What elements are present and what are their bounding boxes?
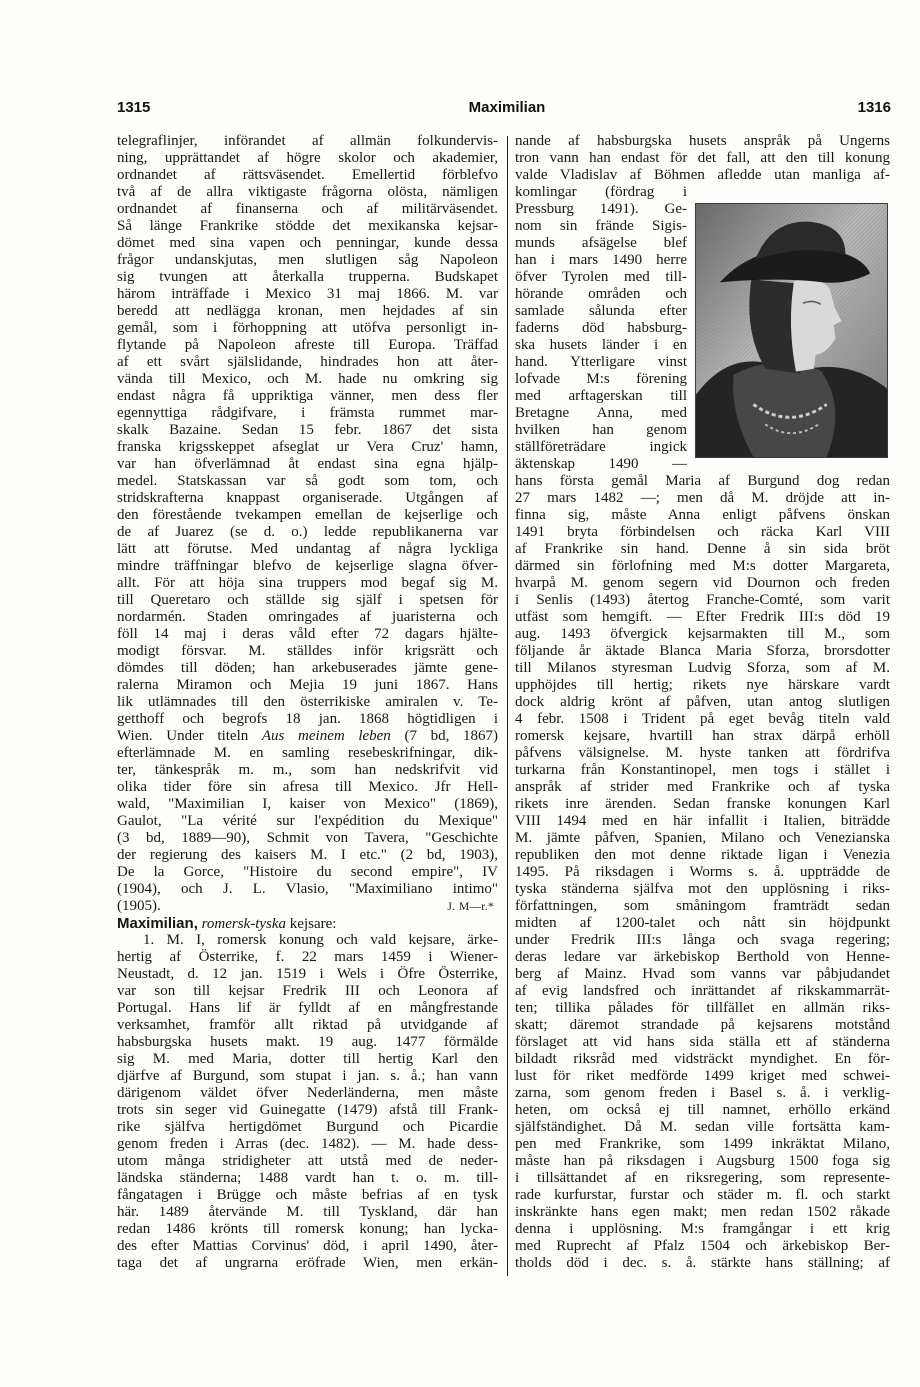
text-line: måste han på riksdagen i Augsburg 1500 foga sig (515, 1153, 890, 1169)
text-line: munds afsägelse blef (515, 235, 687, 251)
text-line: der regierung des kaisers M. I etc." (2 bd, 1903), (117, 847, 498, 863)
text-line: djärfve af Burgund, som stupat i jan. s. å.; han vann (117, 1068, 498, 1084)
running-head-title: Maximilian (468, 99, 546, 116)
text-line: endast några få uppriktiga vänner, men dess fler (117, 388, 498, 404)
text-line: han i mars 1490 herre (515, 252, 687, 268)
text-line: beredd att nedlägga kronan, men hejdades af sin (117, 303, 498, 319)
text-line: telegraflinjer, införandet af allmän folkundervis- (117, 133, 498, 149)
text-line: i tillsättandet af en riksregering, som represente- (515, 1170, 890, 1186)
italic-text: Aus meinem leben (261, 728, 391, 744)
text-line: des efter Mattias Corvinus' död, i april 1490, åter- (117, 1238, 498, 1254)
text-line: skalk Bazaine. Sedan 15 febr. 1867 det sista (117, 422, 498, 438)
right-column (515, 133, 890, 1273)
text-line: ordnandet af finanserna och af militärväsendet. (117, 201, 498, 217)
text-line: fångatagen i Brügge och måste befrias af en tysk (117, 1187, 498, 1203)
text-line: 4 febr. 1508 i Trident på eget bevåg titeln vald (515, 711, 890, 727)
text-line: till Queretaro och ställde sig själf i spetsen för (117, 592, 498, 608)
right-column-text-beside-portrait (515, 184, 687, 473)
text-line: därmed sin förlofning med M:s dotter Margareta, (515, 558, 890, 574)
text-line: gemål, som i förhoppning att utöfva personligt in- (117, 320, 498, 336)
maximilian-portrait-image (695, 203, 888, 458)
text-line: här. 1489 återvände M. till Tyskland, där han (117, 1204, 498, 1220)
text-line: utfäst som hemgift. — Efter Fredrik III:s död 19 (515, 609, 890, 625)
text-line: olika tider före sin afresa till Mexico. Jfr Hell- (117, 779, 498, 795)
text-line: vända till Mexico, och M. hade nu omkring sig (117, 371, 498, 387)
text-line: 1495. På riksdagen i Worms s. å. uppträdde de (515, 864, 890, 880)
text-line: med Ruprecht af Pfalz 1504 och ärkebiskop Ber- (515, 1238, 890, 1254)
text-line: till Milanos styresman Ludvig Sforza, som af M. (515, 660, 890, 676)
text-line: ställföreträdare ingick (515, 439, 687, 455)
text-line: under Fredrik III:s långa och svaga regering; (515, 932, 890, 948)
text-line (117, 728, 498, 745)
page-number-right: 1316 (857, 99, 891, 116)
author-signature: J. M—r.* (447, 901, 494, 913)
text-line: ländska ständerna; 1488 vardt han t. o. m. till- (117, 1170, 498, 1186)
text-segment: (7 bd, 1867) (390, 728, 498, 744)
text-line: 27 mars 1482 —; men då M. dröjde att in- (515, 490, 890, 506)
italic-text: romersk-tyska (201, 916, 287, 932)
portrait-engraving (696, 204, 887, 457)
text-line: med arftagerskan till (515, 388, 687, 404)
text-line: taga det af ungrarna eröfrade Wien, men erkän- (117, 1255, 498, 1271)
page-number-left: 1315 (117, 99, 151, 116)
text-segment: kejsare: (286, 916, 337, 932)
text-line: pen med Frankrike, som 1499 inkräktat Milano, (515, 1136, 890, 1152)
text-line: republiken den mot denne riktade ligan i Venezia (515, 847, 890, 863)
text-line: ten; tillika pålades för tillfället en allmän riks- (515, 1000, 890, 1016)
text-line: aug. 1493 öfvergick kejsarmakten till M., som (515, 626, 890, 642)
text-line: rade kurfurstar, furstar och städer m. fl. och starkt (515, 1187, 890, 1203)
text-line: i Senlis (1493) återtog Franche-Comté, som varit (515, 592, 890, 608)
text-line: getthoff och begrofs 18 jan. 1868 högtidligen i (117, 711, 498, 727)
right-column-bottom-text (515, 473, 890, 1272)
text-line: dömet med sina vapen och penningar, kunde dessa (117, 235, 498, 251)
text-line: mindre träffningar blefvo de kejserlige slagna öfver- (117, 558, 498, 574)
text-line: samlade sålunda efter (515, 303, 687, 319)
text-line: öfver Tyrolen med till- (515, 269, 687, 285)
text-line: lätt att förutse. Med undantag af några lyckliga (117, 541, 498, 557)
text-line: lik utlämnades till den österrikiske amiralen v. Te- (117, 694, 498, 710)
text-line: ralerna Miramon och Mejia 19 juni 1867. Hans (117, 677, 498, 693)
right-column-top-text (515, 133, 890, 184)
text-line: Portugal. Hans lif är fylldt af en mångfrestande (117, 1000, 498, 1016)
text-line: dock aldrig krönt af påfven, utan antog slutligen (515, 694, 890, 710)
text-line: två af de allra viktigaste frågorna olösta, nämligen (117, 184, 498, 200)
entry-heading-line (117, 915, 498, 932)
text-line: hans första gemål Maria af Burgund dog redan (515, 473, 890, 489)
text-line: författningen, som småningom framträdt sedan (515, 898, 890, 914)
text-line: Gaulot, "La vérité sur l'expédition du Mexique" (117, 813, 498, 829)
text-line: upphöjdes till hertig; rikets nye härskare vardt (515, 677, 890, 693)
text-line: påfvens välsignelse. M. hyste tanken att fördrifva (515, 745, 890, 761)
text-line: wald, "Maximilian I, kaiser von Mexico" (1869), (117, 796, 498, 812)
entry-headword: Maximilian, (117, 915, 198, 932)
text-line (117, 898, 498, 915)
text-line: 1491 bryta förbindelsen och räcka Karl VIII (515, 524, 890, 540)
text-line: turkarna från Konstantinopel, men togs i stället i (515, 762, 890, 778)
text-line: ning, upprättandet af högre skolor och akademier, (117, 150, 498, 166)
text-line: hvarpå M. genom segern vid Dournon och freden (515, 575, 890, 591)
text-line: sig tvungen att återkalla trupperna. Budskapet (117, 269, 498, 285)
text-line: hand. Ytterligare vinst (515, 354, 687, 370)
text-line: skatt; däremot strandade på kejsarens motstånd (515, 1017, 890, 1033)
text-line: tholds död i dec. s. å. stärkte hans ställning; af (515, 1255, 890, 1271)
text-line: följande år äktade Blanca Maria Sforza, brorsdotter (515, 643, 890, 659)
text-line: trots sin seger vid Guinegatte (1479) afstå till Frank- (117, 1102, 498, 1118)
text-line: tyska ständerna själfva mot den upplösning i riks- (515, 881, 890, 897)
text-line: 1. M. I, romersk konung och vald kejsare, ärke- (143, 932, 498, 948)
text-line: faderns död habsburg- (515, 320, 687, 336)
text-line: De la Gorce, "Histoire du second empire", IV (117, 864, 498, 880)
text-line: äktenskap 1490 — (515, 456, 687, 472)
text-line: efterlämnade M. en samling resebeskrifningar, dik- (117, 745, 498, 761)
text-segment: Wien. Under titeln (117, 728, 262, 744)
text-line: valde Vladislav af Böhmen afledde utan manliga af- (515, 167, 890, 183)
text-line: anspråk af strider med Frankrike och af tyska (515, 779, 890, 795)
text-line: modigt försvar. M. ställdes inför krigsrätt och (117, 643, 498, 659)
text-line: deras ledare var ärkebiskop Berthold von Henne- (515, 949, 890, 965)
text-line: var han öfverlämnad åt endast sina egna hjälp- (117, 456, 498, 472)
text-line: midten af 1200-talet och nått sin höjdpunkt (515, 915, 890, 931)
text-line: denna i upplösning. M:s framgångar i ett krig (515, 1221, 890, 1237)
text-line: (1904), och J. L. Vlasio, "Maximiliano intimo" (117, 881, 498, 897)
text-line: hertig af Österrike, f. 22 mars 1459 i Wiener- (117, 949, 498, 965)
text-line: nom sin frände Sigis- (515, 218, 687, 234)
text-line: Bretagne Anna, med (515, 405, 687, 421)
text-line: Pressburg 1491). Ge- (515, 201, 687, 217)
text-segment: (1905). (117, 898, 161, 914)
text-line: frågor undanskjutas, men slutligen såg Napoleon (117, 252, 498, 268)
text-line: ordnandet af rättsväsendet. Emellertid förblefvo (117, 167, 498, 183)
text-line: af ett svårt själslidande, hindrades hon att åter- (117, 354, 498, 370)
text-line: härom inträffade i Mexico 31 maj 1866. M. var (117, 286, 498, 302)
text-line: bildadt riksråd med vidsträckt myndighet. En för- (515, 1051, 890, 1067)
text-line: finna sig, måste Anna enligt påfvens önskan (515, 507, 890, 523)
text-line: rikets inre ärenden. Sedan franske konungen Karl (515, 796, 890, 812)
text-line: Neustadt, d. 12 jan. 1519 i Wels i Öfre Österrike, (117, 966, 498, 982)
text-line: Så länge Frankrike stödde det mexikanska kejsar- (117, 218, 498, 234)
text-line: flytande på Napoleon afreste till Europa. Träffad (117, 337, 498, 353)
text-line: hörande områden och (515, 286, 687, 302)
text-line: komlingar (fördrag i (515, 184, 687, 200)
text-line: sig M. med Maria, dotter till hertig Karl den (117, 1051, 498, 1067)
text-line: inskränkte hans egen makt; men redan 1502 råkade (515, 1204, 890, 1220)
text-line: var son till kejsar Fredrik III och Leonora af (117, 983, 498, 999)
text-line: därigenom väldet öfver Nederländerna, men måste (117, 1085, 498, 1101)
text-line: själfständighet. Då M. sedan ville fortsätta kam- (515, 1119, 890, 1135)
text-line: berg af Mainz. Hvad som vanns var påbjudandet (515, 966, 890, 982)
text-line: af Frankrike sin hand. Denne å sin sida bröt (515, 541, 890, 557)
text-line: heten, om också ej till namnet, erhöllo erkänd (515, 1102, 890, 1118)
column-divider (507, 136, 508, 1276)
text-line: nande af habsburgska husets anspråk på Ungerns (515, 133, 890, 149)
text-line: hvilken han genom (515, 422, 687, 438)
text-line: allt. För att höja sina truppers mod begaf sig M. (117, 575, 498, 591)
text-line: romersk kejsare, hvartill han strax därpå erhöll (515, 728, 890, 744)
text-line: verksamhet, framför allt riktad på utvidgande af (117, 1017, 498, 1033)
text-line: genom freden i Arras (dec. 1482). — M. hade dess- (117, 1136, 498, 1152)
text-line: franska krigsskeppet afseglat ur Vera Cruz' hamn, (117, 439, 498, 455)
text-line: zarna, som genom freden i Basel s. å. i verklig- (515, 1085, 890, 1101)
text-line: förslaget att vid hans sida ställa ett af ständerna (515, 1034, 890, 1050)
text-line: tron vann han endast för det fall, att den till konung (515, 150, 890, 166)
text-line: medel. Statskassan var så godt som tom, och (117, 473, 498, 489)
text-line: ska husets länder i en (515, 337, 687, 353)
text-line: redan 1486 krönts till romersk konung; han lycka- (117, 1221, 498, 1237)
text-line: den förestående tvekampen emellan de kejserlige och (117, 507, 498, 523)
text-line: af evig landsfred och inrättandet af rikskammarrät- (515, 983, 890, 999)
text-line: ter, tänkespråk m. m., som han nedskrifvit vid (117, 762, 498, 778)
text-line: (3 bd, 1889—90), Schmit von Tavera, "Geschichte (117, 830, 498, 846)
text-line: stridskrafterna knappast organiserade. Utgången af (117, 490, 498, 506)
text-line: lust för riket medförde 1499 kriget med schwei- (515, 1068, 890, 1084)
text-line: VIII 1494 med en här infallit i Italien, biträdde (515, 813, 890, 829)
text-line: lofvade M:s förening (515, 371, 687, 387)
text-line: nordarmén. Staden omringades af juaristerna och (117, 609, 498, 625)
text-line: habsburgska husets makt. 19 aug. 1477 förmälde (117, 1034, 498, 1050)
text-line: de af Juarez (se d. o.) ledde republikanerna var (117, 524, 498, 540)
left-column (117, 133, 498, 1272)
text-line: föll 14 maj i deras våld efter 72 dagars hjälte- (117, 626, 498, 642)
text-line: M. jämte påfven, Spanien, Milano och Venezianska (515, 830, 890, 846)
text-line: egennyttiga rådgifvare, i främsta rummet mar- (117, 405, 498, 421)
text-line: rike själfva hertigdömet Burgund och Picardie (117, 1119, 498, 1135)
text-line: utom många stridigheter att utstå med de neder- (117, 1153, 498, 1169)
text-line: dömdes till döden; han arkebuserades jämte gene- (117, 660, 498, 676)
